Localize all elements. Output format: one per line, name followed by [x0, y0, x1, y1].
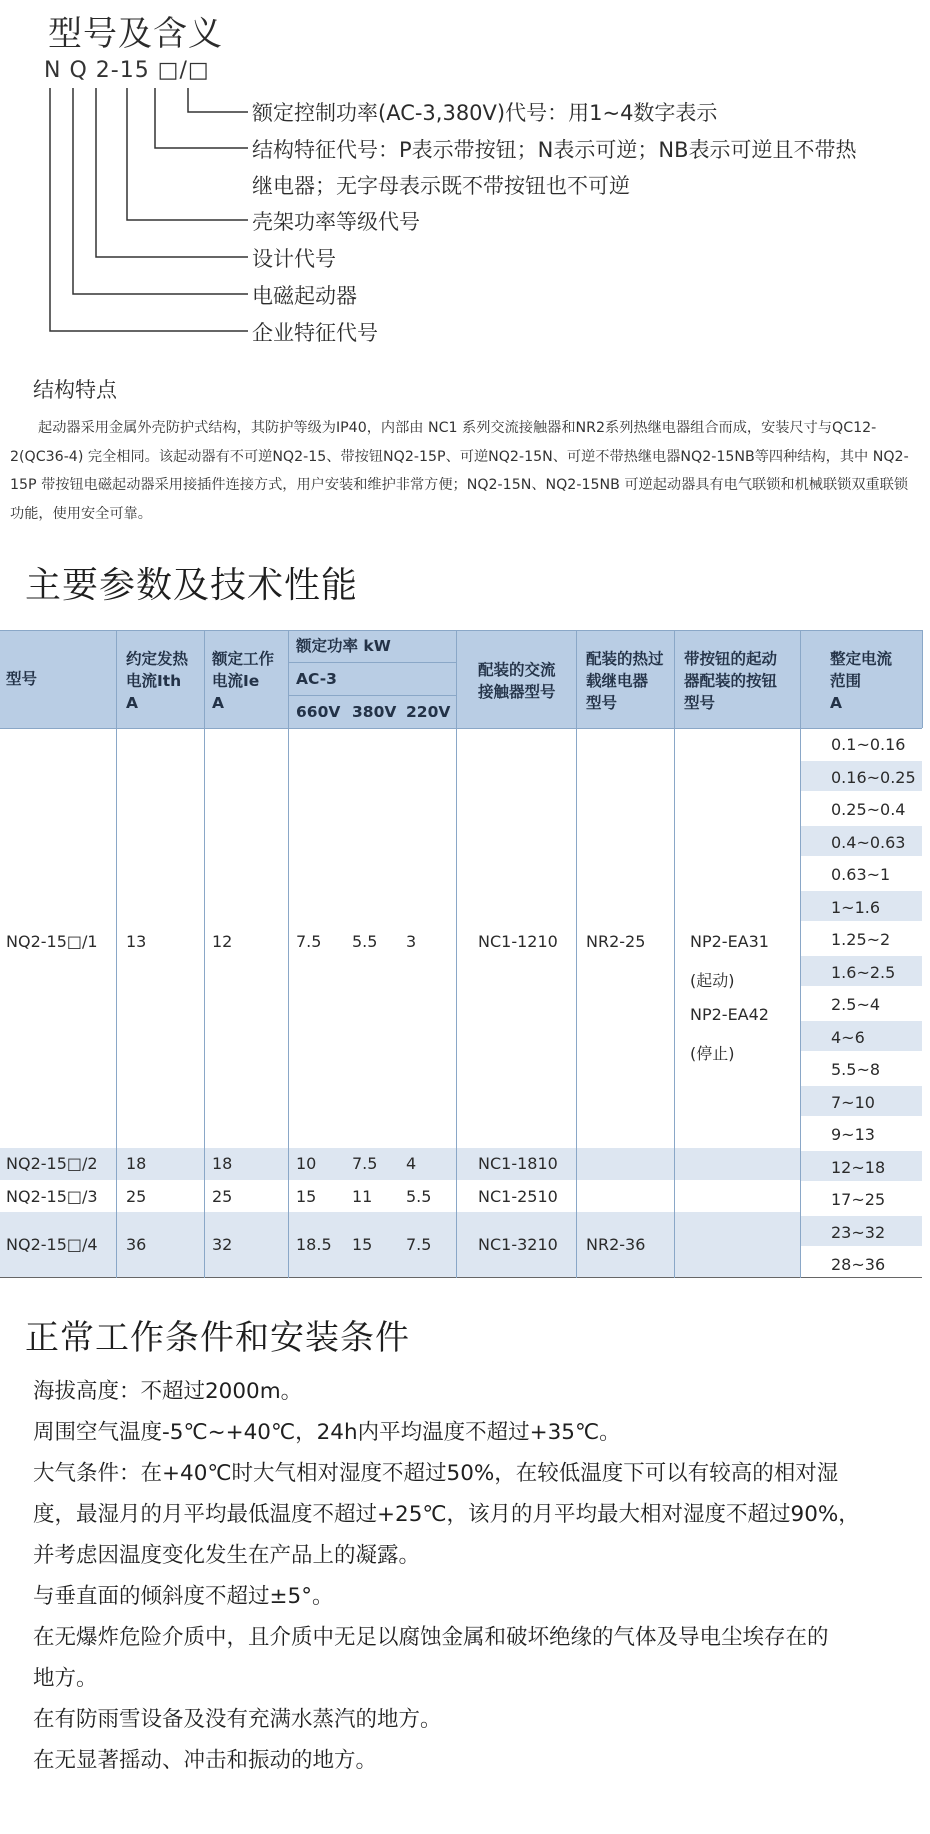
row3-p380: 11 [352, 1187, 373, 1206]
structure-paragraph: 起动器采用金属外壳防护式结构，其防护等级为IP40，内部由 NC1 系列交流接触器和NR2系列热继电器组合而成，安装尺寸与QC12-2(QC36-4) 完全相同。该起动器有不可逆NQ2-15、带按钮NQ2-15P、可逆NQ2-15N、可逆不带热继电器NQ2-15NB等四种结构，其中 NQ2-15P 带按钮电磁起动器采用接插件连接方式，用户安装和维护非常方便；NQ2-15N、NQ2-15NB 可逆起动器具有电气联锁和机械联锁双重联锁功能，使用安全可靠。 [10, 420, 909, 522]
condition-line: 度，最湿月的月平均最低温度不超过+25℃，该月的月平均最大相对湿度不超过90%， [33, 1502, 860, 1527]
params-table [0, 630, 930, 1278]
condition-line: 大气条件：在+40℃时大气相对湿度不超过50%，在较低温度下可以有较高的相对湿 [33, 1461, 839, 1486]
rule [922, 630, 923, 728]
header-ith: 约定发热 电流Ith A [126, 650, 189, 712]
header-contactor: 配装的交流 接触器型号 [478, 661, 556, 701]
row2-ie: 18 [212, 1154, 233, 1173]
range-value: 28~36 [831, 1255, 886, 1274]
conditions-section-title: 正常工作条件和安装条件 [25, 1318, 410, 1358]
header-model: 型号 [6, 670, 38, 688]
rule [116, 630, 117, 1278]
code-meaning-company: 企业特征代号 [252, 321, 378, 345]
range-value: 0.63~1 [831, 865, 891, 884]
row4-p660: 18.5 [296, 1235, 332, 1254]
rule [288, 695, 456, 696]
range-value: 0.25~0.4 [831, 800, 906, 819]
row4-contactor: NC1-3210 [478, 1235, 558, 1254]
row1-p660: 7.5 [296, 932, 322, 951]
header-380v: 380V [352, 703, 397, 721]
button-stop-label: (停止) [690, 1044, 735, 1063]
row3-contactor: NC1-2510 [478, 1187, 558, 1206]
model-code: N Q 2-15 □/□ [44, 58, 210, 83]
row1-ie: 12 [212, 932, 233, 951]
code-meaning-power: 额定控制功率(AC-3,380V)代号：用1~4数字表示 [252, 101, 718, 125]
row3-model: NQ2-15□/3 [6, 1187, 98, 1206]
row2-contactor: NC1-1810 [478, 1154, 558, 1173]
code-meaning-structure-cont: 继电器；无字母表示既不带按钮也不可逆 [252, 174, 630, 198]
range-value: 0.16~0.25 [831, 768, 916, 787]
button-start-label: (起动) [690, 971, 735, 990]
code-meaning-frame: 壳架功率等级代号 [252, 210, 420, 234]
row1-p220: 3 [406, 932, 417, 951]
rule [0, 1277, 922, 1278]
code-meaning-structure: 结构特征代号：P表示带按钮；N表示可逆；NB表示可逆且不带热 [252, 138, 857, 162]
row4-p380: 15 [352, 1235, 373, 1254]
header-relay: 配装的热过 载继电器 型号 [586, 650, 664, 712]
header-range: 整定电流 范围 A [830, 650, 893, 712]
rule [674, 630, 675, 1278]
row4-ith: 36 [126, 1235, 147, 1254]
condition-line: 在无显著摇动、冲击和振动的地方。 [33, 1748, 378, 1773]
range-value: 2.5~4 [831, 995, 881, 1014]
range-value: 1.6~2.5 [831, 963, 896, 982]
rule [204, 630, 205, 1278]
range-value: 7~10 [831, 1093, 875, 1112]
range-value: 1.25~2 [831, 930, 891, 949]
condition-line: 在无爆炸危险介质中，且介质中无足以腐蚀金属和破坏绝缘的气体及导电尘埃存在的 [33, 1625, 829, 1650]
range-value: 4~6 [831, 1028, 865, 1047]
code-meaning-starter: 电磁起动器 [252, 284, 357, 308]
condition-line: 周围空气温度-5℃~+40℃，24h内平均温度不超过+35℃。 [33, 1420, 621, 1445]
row1-ith: 13 [126, 932, 147, 951]
row4-ie: 32 [212, 1235, 233, 1254]
structure-title: 结构特点 [33, 378, 117, 402]
range-value: 23~32 [831, 1223, 886, 1242]
range-value: 0.1~0.16 [831, 735, 906, 754]
params-section-title: 主要参数及技术性能 [25, 565, 359, 606]
row1-model: NQ2-15□/1 [6, 932, 98, 951]
row4-p220: 7.5 [406, 1235, 432, 1254]
rule [576, 630, 577, 1278]
condition-line: 在有防雨雪设备及没有充满水蒸汽的地方。 [33, 1707, 442, 1732]
header-button: 带按钮的起动 器配装的按钮 型号 [684, 650, 778, 712]
header-ac3: AC-3 [296, 670, 337, 688]
code-meaning-design: 设计代号 [252, 247, 336, 271]
row2-p220: 4 [406, 1154, 417, 1173]
model-section-title: 型号及含义 [48, 14, 223, 54]
condition-line: 并考虑因温度变化发生在产品上的凝露。 [33, 1543, 421, 1568]
row3-ith: 25 [126, 1187, 147, 1206]
range-value: 9~13 [831, 1125, 875, 1144]
condition-line: 海拔高度：不超过2000m。 [33, 1379, 303, 1404]
header-ie: 额定工作 电流Ie A [212, 650, 275, 712]
row4-model: NQ2-15□/4 [6, 1235, 98, 1254]
header-power: 额定功率 kW [296, 637, 391, 655]
row3-p220: 5.5 [406, 1187, 432, 1206]
range-value: 0.4~0.63 [831, 833, 906, 852]
rule [0, 630, 922, 631]
button-column [674, 728, 800, 1278]
row3-ie: 25 [212, 1187, 233, 1206]
condition-line: 与垂直面的倾斜度不超过±5°。 [33, 1584, 334, 1609]
row2-p660: 10 [296, 1154, 317, 1173]
row2-model: NQ2-15□/2 [6, 1154, 98, 1173]
row2-ith: 18 [126, 1154, 147, 1173]
rule [800, 630, 801, 1278]
row2-p380: 7.5 [352, 1154, 378, 1173]
header-220v: 220V [406, 703, 451, 721]
rule [0, 728, 922, 729]
row3-p660: 15 [296, 1187, 317, 1206]
relay-nr2-25: NR2-25 [586, 932, 646, 951]
rule [288, 630, 289, 1278]
button-stop-model: NP2-EA42 [690, 1005, 769, 1024]
row1-contactor: NC1-1210 [478, 932, 558, 951]
range-value: 1~1.6 [831, 898, 881, 917]
rule [456, 630, 457, 1278]
rule [288, 662, 456, 663]
range-value: 12~18 [831, 1158, 886, 1177]
row1-p380: 5.5 [352, 932, 378, 951]
condition-line: 地方。 [33, 1666, 98, 1691]
range-value: 5.5~8 [831, 1060, 881, 1079]
button-start-model: NP2-EA31 [690, 932, 769, 951]
range-value: 17~25 [831, 1190, 886, 1209]
relay-nr2-36: NR2-36 [586, 1235, 646, 1254]
header-660v: 660V [296, 703, 341, 721]
